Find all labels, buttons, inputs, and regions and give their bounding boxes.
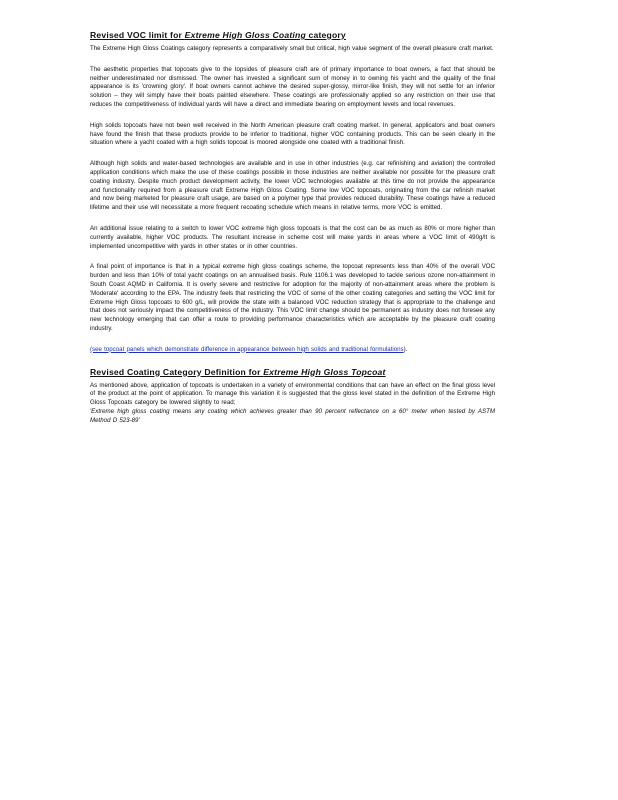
cost-paragraph: An additional issue relating to a switch to lower VOC extreme high gloss topcoats is that the cost can be as much as 80% or more higher than currently available, higher VOC products. The resultant increase in scheme cost will make yards in areas where a VOC limit of 490g/lt is implemented uncompetitive with yards in other states or in other countries. bbox=[90, 224, 495, 250]
definition-quote: 'Extreme high gloss coating means any coating which achieves greater than 90 percent reflectance on a 60° meter when tested by ASTM Method D 523-89' bbox=[90, 407, 495, 424]
final-point-paragraph: A final point of importance is that in a typical extreme high gloss coatings scheme, the topcoat represents less than 40% of the overall VOC burden and less than 10% of total yacht coatings on an annualised basis. Rule 1106.1 was developed to tackle serious ozone non-attainment in South Coast AQMD in California. It is overly severe and restrictive for adoption for the majority of non-attainment areas where the problem is 'Moderate' according to the EPA. The industry feels that restricting the VOC of some of the other coating categories and setting the VOC limit for Extreme High Gloss topcoats to 600 g/L, will provide the state with a balanced VOC reduction strategy that is appropriate to the challenge and that does not seriously impact the competitiveness of the industry. This VOC limit change should be permanent as industry does not foresee any new technology emerging that can offer a route to providing performance characteristics which are acceptable by the pleasure craft coating industry. bbox=[90, 263, 495, 332]
high-solids-paragraph: High solids topcoats have not been well received in the North American pleasure craft coating market. In general, applicators and boat owners have found the finish that these products provide to be inferior to traditional, higher VOC containing products. This can be seen clearly in the situation where a yacht coated with a high solids topcoat is moored alongside one coated with a traditional finish. bbox=[90, 121, 495, 147]
panels-link-paragraph: (see topcoat panels which demonstrate difference in appearance between high solids and traditional formulations). bbox=[90, 345, 408, 353]
section-1-heading: Revised VOC limit for Extreme High Gloss Coating category bbox=[90, 30, 346, 40]
aesthetics-paragraph: The aesthetic properties that topcoats give to the topsides of pleasure craft are of primary importance to boat owners, a fact that should be neither underestimated nor dismissed. The owner has invested a significant sum of money in to owning his yacht and the quality of the final appearance is its 'crowning glory'. If boat owners cannot achieve the desired super-glossy, mirror-like finish, they will not settle for an inferior solution – they will simply have their boats painted elsewhere. These coatings are professionally applied so any restriction on their use that reduces the competitiveness of individual yards will have a direct and immediate bearing on employment levels and local revenues. bbox=[90, 65, 495, 108]
technologies-paragraph: Although high solids and water-based technologies are available and in use in other industries (e.g. car refinishing and aviation) the controlled application conditions which make the use of these coatings possible in those industries are neither available nor possible for the pleasure craft coating industry. Despite much product development activity, the lower VOC technologies available at this time do not provide the appearance and functionality required from a pleasure craft Extreme High Gloss Coating. Some low VOC topcoats, originating from the car refinish market and now being marketed for pleasure craft usage, are based on a polymer type that provides reduced durability. These coatings have a reduced lifetime and their use will necessitate a more frequent recoating schedule which means in relative terms, more VOC is emitted. bbox=[90, 160, 495, 212]
section-2-heading: Revised Coating Category Definition for Extreme High Gloss Topcoat bbox=[90, 366, 386, 377]
intro-paragraph: The Extreme High Gloss Coatings category represents a comparatively small but critical, high value segment of the overall pleasure craft market. bbox=[90, 45, 494, 52]
document-page bbox=[90, 30, 495, 438]
definition-intro-paragraph: As mentioned above, application of topcoats is undertaken in a variety of environmental conditions that can have an effect on the final gloss level of the product at the point of application. To manage this variation it is suggested that the gloss level stated in the definition of the Extreme High Gloss Topcoats category be lowered slightly to read; bbox=[90, 381, 495, 407]
topcoat-panels-link[interactable]: (see topcoat panels which demonstrate difference in appearance between high solids and traditional formulations bbox=[90, 345, 404, 353]
